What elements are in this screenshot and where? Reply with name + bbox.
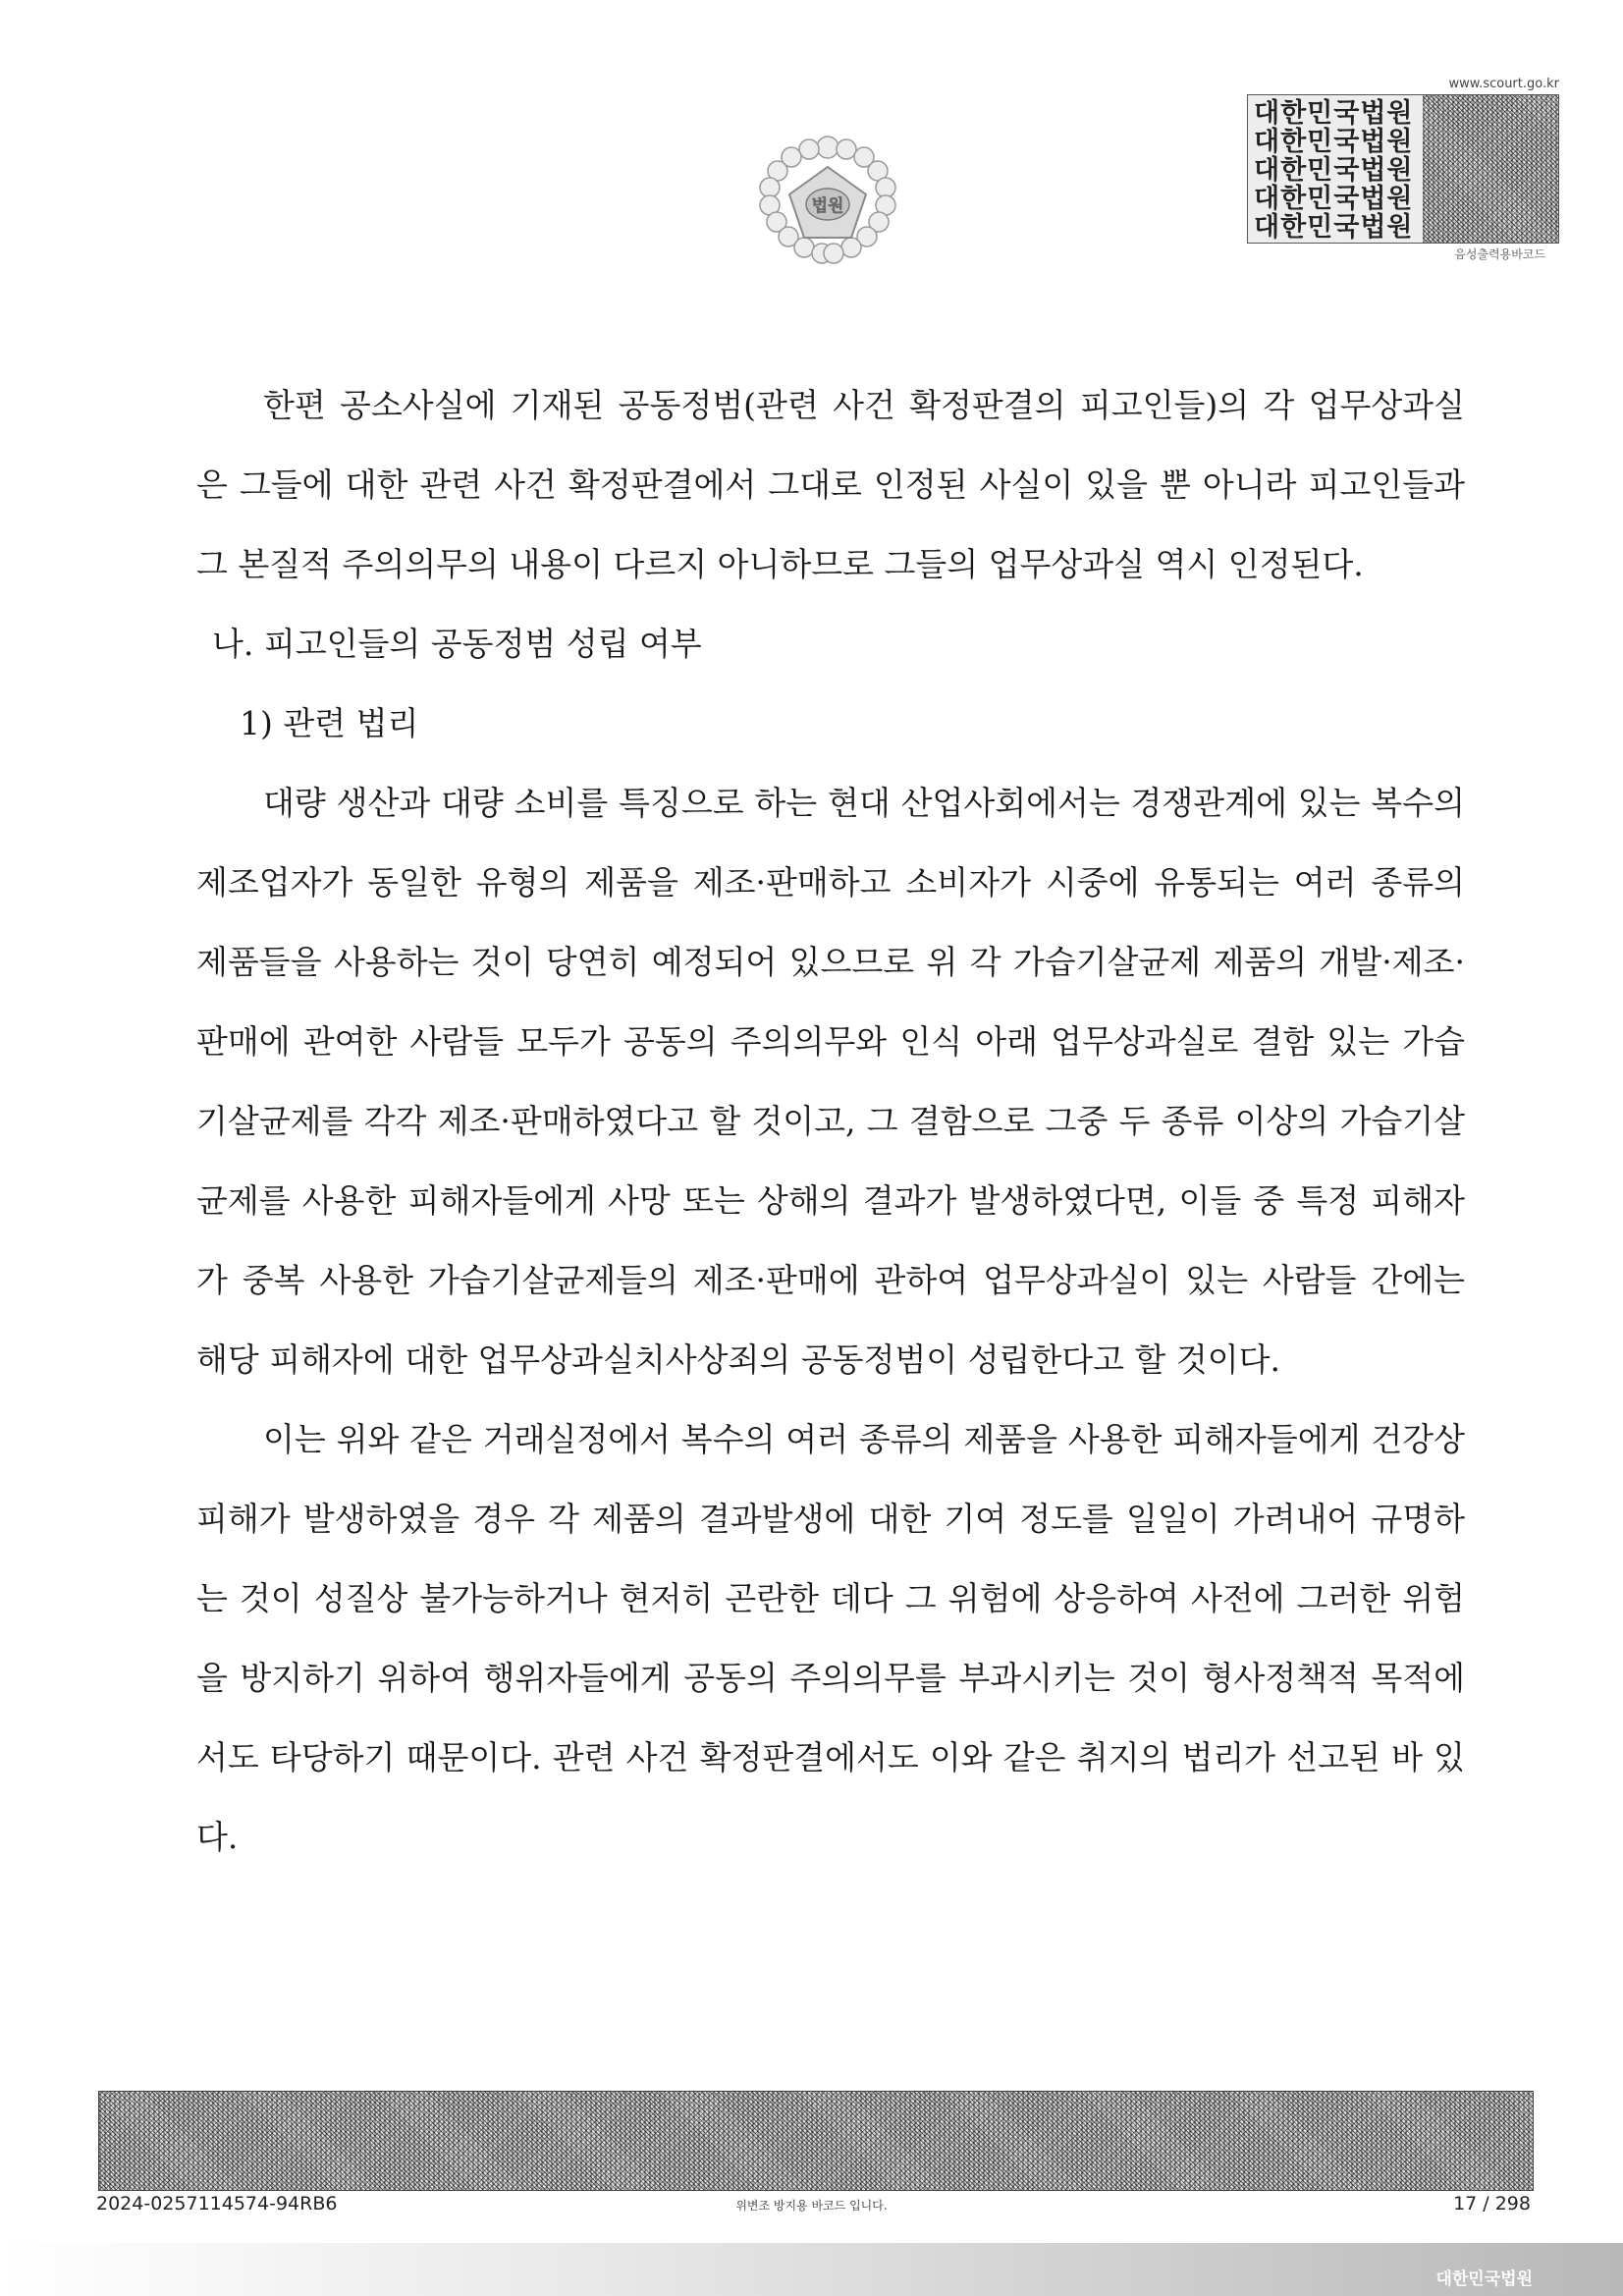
anti-forgery-barcode bbox=[98, 2091, 1534, 2191]
footer-court-label: 대한민국법원 bbox=[1435, 2269, 1533, 2289]
watermark-line: 대한민국법원 bbox=[1254, 155, 1414, 186]
voice-output-barcode bbox=[1423, 95, 1558, 243]
watermark-line: 대한민국법원 bbox=[1254, 98, 1414, 129]
anti-forgery-notice: 위변조 방지용 바코드 입니다. bbox=[735, 2199, 888, 2213]
document-body bbox=[196, 365, 1465, 1877]
section-heading-na: 나. 피고인들의 공동정범 성립 여부 bbox=[212, 625, 702, 663]
watermark-barcode-box bbox=[1247, 94, 1559, 244]
watermark-line: 대한민국법원 bbox=[1254, 127, 1414, 157]
paragraph-joint-negligence: 한편 공소사실에 기재된 공동정범(관련 사건 확정판결의 피고인들)의 각 업무상과실은 그들에 대한 관련 사건 확정판결에서 그대로 인정된 사실이 있을 뿐 아니라 피고인들과 그 본질적 주의의무의 내용이 다르지 아니하므로 그들의 업무상과실 역시 인정된다. bbox=[196, 386, 1465, 583]
barcode-caption: 음성출력용바코드 bbox=[1454, 247, 1545, 261]
paragraph-legal-principle: 대량 생산과 대량 소비를 특징으로 하는 현대 산업사회에서는 경쟁관계에 있는 복수의 제조업자가 동일한 유형의 제품을 제조·판매하고 소비자가 시중에 유통되는 여러 종류의 제품들을 사용하는 것이 당연히 예정되어 있으므로 위 각 가습기살균제 제품의 개발·제조·판매에 관여한 사람들 모두가 공동의 주의의무와 인식 아래 업무상과실로 결함 있는 가습기살균제를 각각 제조·판매하였다고 할 것이고, 그 결함으로 그중 두 종류 이상의 가습기살균제를 사용한 피해자들에게 사망 또는 상해의 결과가 발생하였다면, 이들 중 특정 피해자가 중복 사용한 가습기살균제들의 제조·판매에 관하여 업무상과실이 있는 사람들 간에는 해당 피해자에 대한 업무상과실치사상죄의 공동정범이 성립한다고 할 것이다. bbox=[196, 784, 1465, 1379]
court-seal-logo bbox=[734, 126, 921, 283]
footer-band bbox=[0, 2243, 1623, 2296]
court-url: www.scourt.go.kr bbox=[1448, 77, 1559, 91]
subsection-heading-1: 1) 관련 법리 bbox=[240, 704, 419, 742]
header-barcode-panel bbox=[1247, 77, 1559, 262]
watermark-line: 대한민국법원 bbox=[1254, 184, 1414, 214]
document-id: 2024-0257114574-94RB6 bbox=[96, 2193, 338, 2214]
court-seal-mark: 법원 bbox=[811, 196, 844, 216]
page-number: 17 / 298 bbox=[1453, 2193, 1531, 2214]
watermark-text-block bbox=[1248, 95, 1423, 243]
watermark-line: 대한민국법원 bbox=[1254, 212, 1414, 243]
paragraph-rationale: 이는 위와 같은 거래실정에서 복수의 여러 종류의 제품을 사용한 피해자들에게 건강상 피해가 발생하였을 경우 각 제품의 결과발생에 대한 기여 정도를 일일이 가려내어 규명하는 것이 성질상 불가능하거나 현저히 곤란한 데다 그 위험에 상응하여 사전에 그러한 위험을 방지하기 위하여 행위자들에게 공동의 주의의무를 부과시키는 것이 형사정책적 목적에서도 타당하기 때문이다. 관련 사건 확정판결에서도 이와 같은 취지의 법리가 선고된 바 있다. bbox=[196, 1420, 1465, 1856]
court-seal-graphic bbox=[734, 126, 921, 283]
